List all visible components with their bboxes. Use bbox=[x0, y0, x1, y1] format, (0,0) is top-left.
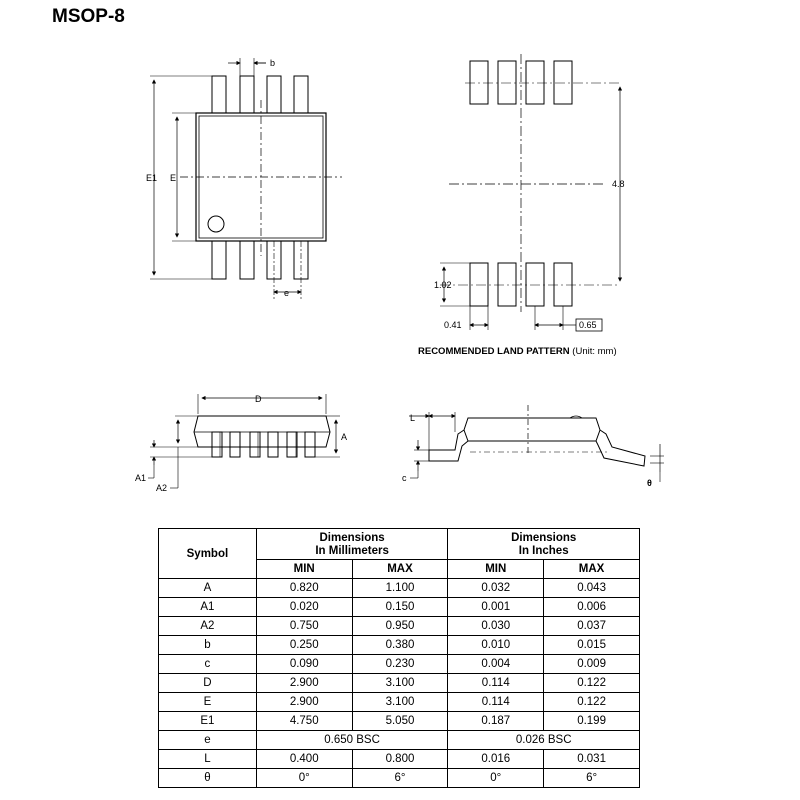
in-min-cell: 0° bbox=[448, 769, 544, 788]
symbol-cell: e bbox=[159, 731, 257, 750]
dim-label-0.41: 0.41 bbox=[444, 320, 462, 330]
inch-header: Dimensions In Inches bbox=[448, 529, 640, 560]
table-row bbox=[159, 674, 640, 693]
mm-max-cell: 0.950 bbox=[352, 617, 448, 636]
dim-label-0.65: 0.65 bbox=[579, 320, 597, 330]
in-min-cell: 0.187 bbox=[448, 712, 544, 731]
mm-max-cell: 0.150 bbox=[352, 598, 448, 617]
dim-label-D: D bbox=[255, 394, 262, 404]
mm-max-header: MAX bbox=[352, 560, 448, 579]
dim-label-4.8: 4.8 bbox=[612, 179, 625, 189]
table-row bbox=[159, 731, 640, 750]
table-row bbox=[159, 636, 640, 655]
in-min-cell: 0.016 bbox=[448, 750, 544, 769]
mm-max-cell: 3.100 bbox=[352, 693, 448, 712]
in-max-cell: 0.043 bbox=[544, 579, 640, 598]
in-max-cell: 0.009 bbox=[544, 655, 640, 674]
in-min-cell: 0.114 bbox=[448, 693, 544, 712]
in-max-cell: 6° bbox=[544, 769, 640, 788]
in-min-cell: 0.004 bbox=[448, 655, 544, 674]
land-pattern bbox=[440, 54, 620, 331]
symbol-header: Symbol bbox=[159, 529, 257, 579]
mm-header: Dimensions In Millimeters bbox=[256, 529, 448, 560]
mm-min-cell: 0° bbox=[256, 769, 352, 788]
dim-label-1.02: 1.02 bbox=[434, 280, 452, 290]
dim-label-c: c bbox=[402, 473, 407, 483]
in-bsc-cell: 0.026 BSC bbox=[448, 731, 640, 750]
dim-label-A2: A2 bbox=[156, 483, 168, 493]
mm-max-cell: 5.050 bbox=[352, 712, 448, 731]
dim-label-b: b bbox=[270, 58, 276, 68]
mm-min-cell: 2.900 bbox=[256, 674, 352, 693]
mm-max-cell: 0.380 bbox=[352, 636, 448, 655]
land-pattern-caption-title: RECOMMENDED LAND PATTERN bbox=[418, 346, 570, 357]
in-min-cell: 0.001 bbox=[448, 598, 544, 617]
in-max-cell: 0.199 bbox=[544, 712, 640, 731]
dim-label-E: E bbox=[170, 173, 177, 183]
bottom-pins bbox=[212, 241, 308, 279]
dim-label-A1: A1 bbox=[135, 473, 147, 483]
mm-min-cell: 0.400 bbox=[256, 750, 352, 769]
dimensions-table bbox=[158, 528, 640, 788]
mm-min-cell: 0.090 bbox=[256, 655, 352, 674]
in-max-cell: 0.006 bbox=[544, 598, 640, 617]
mm-min-cell: 2.900 bbox=[256, 693, 352, 712]
mm-max-cell: 0.230 bbox=[352, 655, 448, 674]
in-min-cell: 0.032 bbox=[448, 579, 544, 598]
dim-label-e: e bbox=[284, 288, 290, 298]
end-view bbox=[409, 405, 664, 482]
dim-label-E1: E1 bbox=[146, 173, 158, 183]
mm-min-cell: 0.250 bbox=[256, 636, 352, 655]
symbol-cell: L bbox=[159, 750, 257, 769]
symbol-cell: θ bbox=[159, 769, 257, 788]
right-lead bbox=[596, 430, 645, 466]
mm-max-cell: 6° bbox=[352, 769, 448, 788]
in-max-header: MAX bbox=[544, 560, 640, 579]
mm-bsc-cell: 0.650 BSC bbox=[256, 731, 448, 750]
in-max-cell: 0.031 bbox=[544, 750, 640, 769]
in-min-header: MIN bbox=[448, 560, 544, 579]
mm-min-cell: 0.820 bbox=[256, 579, 352, 598]
symbol-cell: E bbox=[159, 693, 257, 712]
symbol-cell: A2 bbox=[159, 617, 257, 636]
in-max-cell: 0.015 bbox=[544, 636, 640, 655]
mm-max-cell: 1.100 bbox=[352, 579, 448, 598]
symbol-cell: b bbox=[159, 636, 257, 655]
table-row bbox=[159, 750, 640, 769]
top-view bbox=[150, 58, 342, 300]
in-min-cell: 0.010 bbox=[448, 636, 544, 655]
dim-label-A: A bbox=[341, 432, 348, 442]
mm-min-cell: 0.750 bbox=[256, 617, 352, 636]
table-row bbox=[159, 617, 640, 636]
dimensions-table-body bbox=[159, 579, 640, 788]
table-row bbox=[159, 769, 640, 788]
symbol-cell: E1 bbox=[159, 712, 257, 731]
land-pattern-caption bbox=[418, 346, 617, 357]
dim-label-theta: θ bbox=[647, 478, 652, 488]
table-row bbox=[159, 598, 640, 617]
table-row bbox=[159, 655, 640, 674]
dim-label-L: L bbox=[410, 413, 416, 423]
in-min-cell: 0.030 bbox=[448, 617, 544, 636]
top-pins bbox=[212, 76, 308, 113]
in-max-cell: 0.122 bbox=[544, 674, 640, 693]
end-body bbox=[464, 418, 600, 441]
left-lead bbox=[429, 430, 468, 461]
symbol-cell: D bbox=[159, 674, 257, 693]
table-row bbox=[159, 693, 640, 712]
in-max-cell: 0.122 bbox=[544, 693, 640, 712]
in-min-cell: 0.114 bbox=[448, 674, 544, 693]
mm-min-header: MIN bbox=[256, 560, 352, 579]
mm-max-cell: 3.100 bbox=[352, 674, 448, 693]
mm-max-cell: 0.800 bbox=[352, 750, 448, 769]
in-max-cell: 0.037 bbox=[544, 617, 640, 636]
land-pattern-caption-unit: (Unit: mm) bbox=[572, 346, 617, 357]
page-title: MSOP-8 bbox=[52, 6, 125, 27]
mm-min-cell: 0.020 bbox=[256, 598, 352, 617]
side-view bbox=[148, 394, 340, 488]
table-row bbox=[159, 712, 640, 731]
symbol-cell: A1 bbox=[159, 598, 257, 617]
symbol-cell: c bbox=[159, 655, 257, 674]
symbol-cell: A bbox=[159, 579, 257, 598]
table-row bbox=[159, 579, 640, 598]
mm-min-cell: 4.750 bbox=[256, 712, 352, 731]
